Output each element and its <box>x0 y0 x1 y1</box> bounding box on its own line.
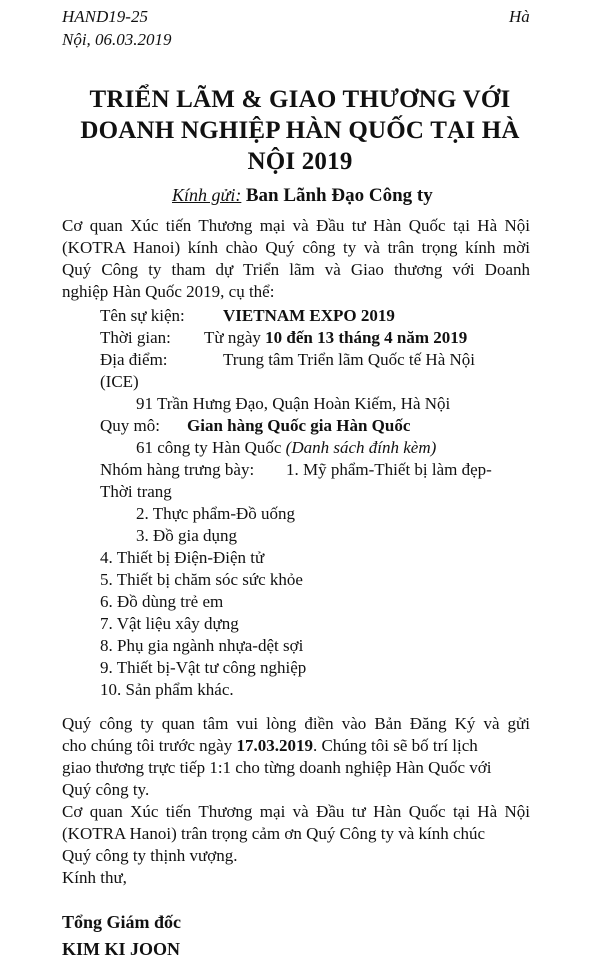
companies-note: (Danh sách đính kèm) <box>285 438 437 457</box>
deadline-suffix: . Chúng tôi sẽ bố trí lịch <box>312 736 478 755</box>
category-10: 10. Sản phẩm khác. <box>100 680 234 699</box>
category-6: 6. Đồ dùng trẻ em <box>100 592 224 611</box>
signature-name: KIM KI JOON <box>62 939 181 959</box>
title-line-2: DOANH NGHIỆP HÀN QUỐC TẠI HÀ <box>80 117 520 144</box>
city-fragment: Hà <box>509 7 530 26</box>
category-5: 5. Thiết bị chăm sóc sức khỏe <box>100 570 303 589</box>
venue-address: 91 Trần Hưng Đạo, Quận Hoàn Kiếm, Hà Nội <box>136 394 451 413</box>
companies-count: 61 công ty Hàn Quốc <box>136 438 286 457</box>
body-p2-line-3: Quý công ty thịnh vượng. <box>62 846 238 865</box>
signature-position: Tổng Giám đốc <box>62 912 182 932</box>
category-4: 4. Thiết bị Điện-Điện tử <box>100 548 265 567</box>
time-prefix: Từ ngày <box>204 328 266 347</box>
salutation-label: Kính gửi: <box>172 185 242 205</box>
venue-abbr: (ICE) <box>100 372 139 391</box>
intro-line-2: (KOTRA Hanoi) kính chào Quý công ty và trân trọng kính mời <box>62 238 530 257</box>
companies-row <box>136 437 436 458</box>
venue-value: Trung tâm Triển lãm Quốc tế Hà Nội <box>223 350 476 369</box>
event-value: VIETNAM EXPO 2019 <box>223 306 395 325</box>
deadline-date: 17.03.2019 <box>236 736 313 755</box>
title-line-3: NỘI 2019 <box>247 148 353 175</box>
time-label: Thời gian: <box>100 328 171 347</box>
categories-label: Nhóm hàng trưng bày: <box>100 460 255 479</box>
scale-label: Quy mô: <box>100 416 160 435</box>
category-2: 2. Thực phẩm-Đồ uống <box>136 504 296 523</box>
title-line-1: TRIỂN LÃM & GIAO THƯƠNG VỚI <box>89 86 511 113</box>
salutation-recipient: Ban Lãnh Đạo Công ty <box>245 185 433 206</box>
category-1-cont: Thời trang <box>100 482 172 501</box>
scale-value: Gian hàng Quốc gia Hàn Quốc <box>187 416 411 435</box>
venue-label: Địa điểm: <box>100 350 168 369</box>
category-1: 1. Mỹ phẩm-Thiết bị làm đẹp- <box>286 460 492 479</box>
category-3: 3. Đồ gia dụng <box>136 526 238 545</box>
category-8: 8. Phụ gia ngành nhựa-dệt sợi <box>100 636 304 655</box>
intro-line-4: nghiệp Hàn Quốc 2019, cụ thể: <box>62 282 275 301</box>
intro-line-3: Quý Công ty tham dự Triển lãm và Giao thương với Doanh <box>62 260 530 279</box>
body-p1-line-1: Quý công ty quan tâm vui lòng điền vào Bản Đăng Ký và gửi <box>62 714 530 733</box>
body-p2-line-2: (KOTRA Hanoi) trân trọng cảm ơn Quý Công ty và kính chúc <box>62 824 486 843</box>
intro-line-1: Cơ quan Xúc tiến Thương mại và Đầu tư Hàn Quốc tại Hà Nội <box>62 216 530 235</box>
time-value: 10 đến 13 tháng 4 năm 2019 <box>265 328 468 347</box>
body-p1-line-4: Quý công ty. <box>62 780 150 799</box>
body-p2-line-1: Cơ quan Xúc tiến Thương mại và Đầu tư Hàn Quốc tại Hà Nội <box>62 802 530 821</box>
time-row <box>204 327 467 348</box>
closing: Kính thư, <box>62 868 127 887</box>
event-label: Tên sự kiện: <box>100 306 185 325</box>
category-7: 7. Vật liệu xây dựng <box>100 614 239 633</box>
reference-number: HAND19-25 <box>62 7 148 26</box>
body-p1-line-2 <box>62 735 478 756</box>
body-p1-line-3: giao thương trực tiếp 1:1 cho từng doanh nghiệp Hàn Quốc với <box>62 758 492 777</box>
salutation <box>172 185 433 206</box>
deadline-prefix: cho chúng tôi trước ngày <box>62 736 237 755</box>
place-date: Nội, 06.03.2019 <box>62 30 172 49</box>
category-9: 9. Thiết bị-Vật tư công nghiệp <box>100 658 307 677</box>
